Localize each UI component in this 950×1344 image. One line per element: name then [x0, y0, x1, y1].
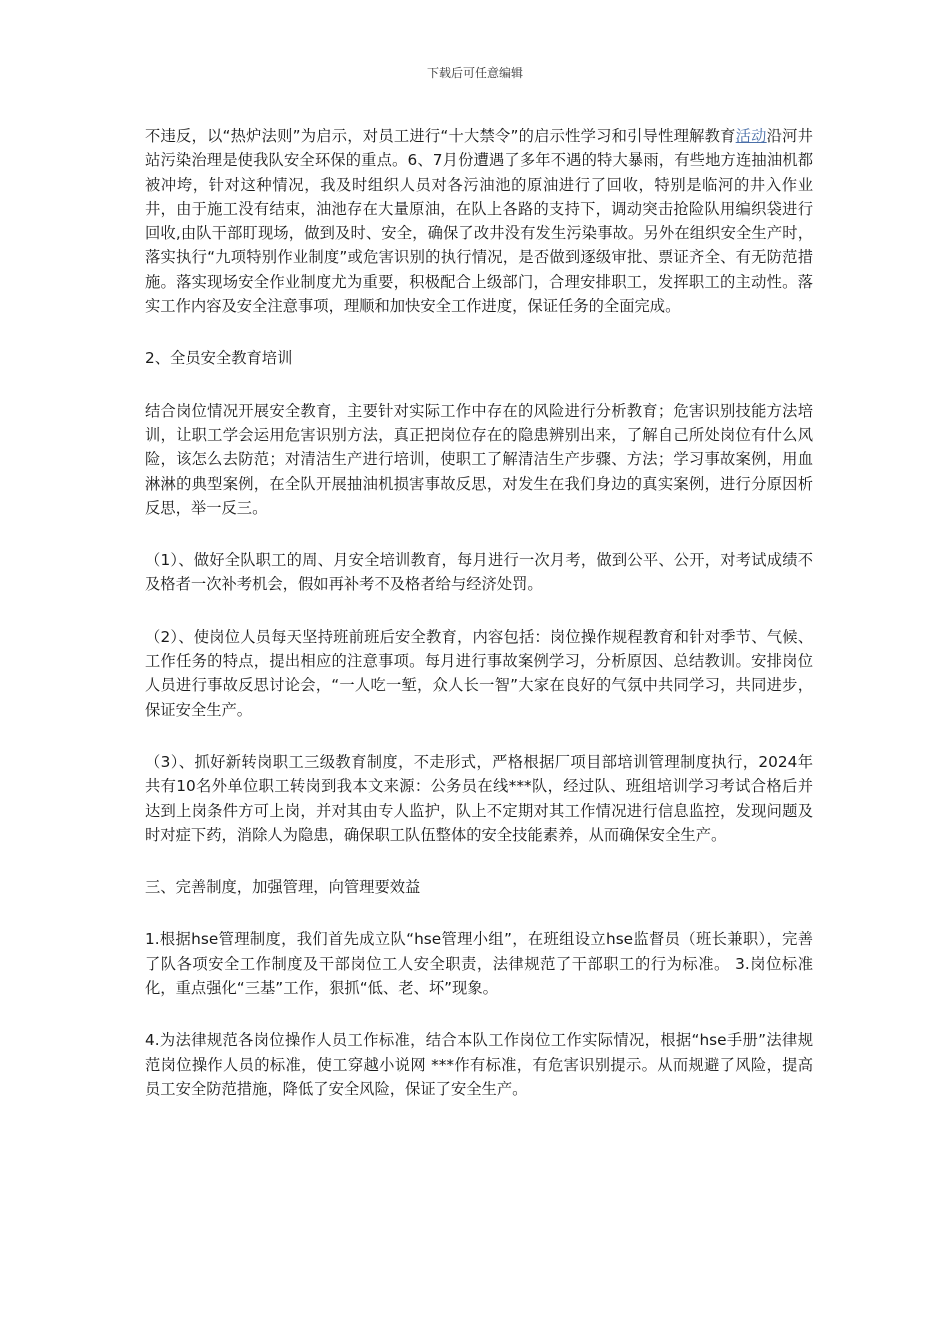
paragraph-item-3: （3）、抓好新转岗职工三级教育制度，不走形式，严格根据厂项目部培训管理制度执行，2024年共有10名外单位职工转岗到我本文来源：公务员在线***队，经过队、班组培训学习考试合格后并达到上岗条件方可上岗，并对其由专人监护，队上不定期对其工作情况进行信息监控，发现问题及时对症下药，消除人为隐患，确保职工队伍整体的安全技能素养，从而确保安全生产。 — [145, 752, 813, 844]
paragraph-item-2: （2）、使岗位人员每天坚持班前班后安全教育，内容包括：岗位操作规程教育和针对季节、气候、工作任务的特点，提出相应的注意事项。每月进行事故案例学习，分析原因、总结教训。安排岗位人员进行事故反思讨论会，“一人吃一堑，众人长一智”大家在良好的气氛中共同学习，共同进步，保证安全生产。 — [145, 627, 813, 719]
paragraph-hse-4: 4.为法律规范各岗位操作人员工作标准，结合本队工作岗位工作实际情况，根据“hse手册”法律规范岗位操作人员的标准，使工穿越小说网 ***作有标准，有危害识别提示。从而规避了风险，提高员工安全防范措施，降低了安全风险，保证了安全生产。 — [145, 1031, 813, 1098]
paragraph-training: 结合岗位情况开展安全教育，主要针对实际工作中存在的风险进行分析教育；危害识别技能方法培训，让职工学会运用危害识别方法，真正把岗位存在的隐患辨别出来，了解自己所处岗位有什么风险，该怎么去防范；对清洁生产进行培训，使职工了解清洁生产步骤、方法；学习事故案例，用血淋淋的典型案例，在全队开展抽油机损害事故反思，对发生在我们身边的真实案例，进行分原因析反思，举一反三。 — [145, 401, 813, 517]
section-heading-2: 2、全员安全教育培训 — [145, 349, 293, 368]
document-body — [145, 124, 813, 1101]
paragraph-item-1: （1）、做好全队职工的周、月安全培训教育，每月进行一次月考，做到公平、公开，对考试成绩不及格者一次补考机会，假如再补考不及格者给与经济处罚。 — [145, 551, 813, 594]
section-heading-3: 三、完善制度，加强管理，向管理要效益 — [145, 878, 421, 897]
paragraph-1-text-b: 沿河井站污染治理是使我队安全环保的重点。6、7月份遭遇了多年不遇的特大暴雨，有些地方连抽油机都被冲垮，针对这种情况，我及时组织人员对各污油池的原油进行了回收，特别是临河的井入作业井，由于施工没有结束，油池存在大量原油，在队上各路的支持下，调动突击抢险队用编织袋进行回收,由队干部盯现场，做到及时、安全，确保了改井没有发生污染事故。另外在组织安全生产时，落实执行“九项特别作业制度”或危害识别的执行情况，是否做到逐级审批、票证齐全、有无防范措施。落实现场安全作业制度尤为重要，积极配合上级部门，合理安排职工，发挥职工的主动性。落实工作内容及安全注意事项，理顺和加快安全工作进度，保证任务的全面完成。 — [145, 127, 813, 316]
paragraph-1-text-a: 不违反，以“热炉法则”为启示，对员工进行“十大禁令”的启示性学习和引导性理解教育 — [145, 127, 736, 145]
page-header: 下载后可任意编辑 — [426, 66, 523, 80]
activity-link[interactable]: 活动 — [735, 127, 767, 145]
paragraph-hse-1: 1.根据hse管理制度，我们首先成立队“hse管理小组”，在班组设立hse监督员（班长兼职），完善了队各项安全工作制度及干部岗位工人安全职责，法律规范了干部职工的行为标准。 3.岗位标准化，重点强化“三基”工作，狠抓“低、老、坏”现象。 — [145, 930, 813, 998]
paragraph-1 — [145, 124, 813, 318]
